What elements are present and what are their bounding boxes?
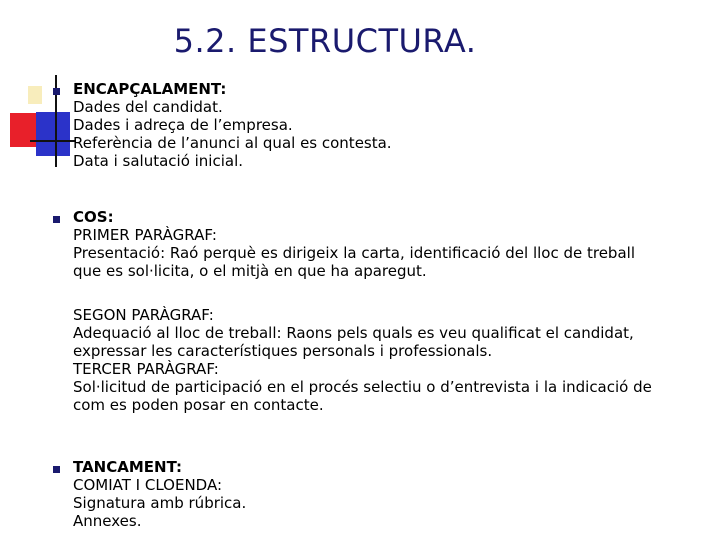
text-line: Signatura amb rúbrica. <box>73 494 247 512</box>
bullet-icon <box>53 466 60 473</box>
text-line: PRIMER PARÀGRAF: <box>73 226 217 244</box>
decoration-horizontal-line <box>30 140 76 142</box>
page-title: 5.2. ESTRUCTURA. <box>173 22 477 60</box>
section-heading: COS: <box>73 208 114 226</box>
text-line: Referència de l’anunci al qual es contesta. <box>73 134 392 152</box>
text-line: Adequació al lloc de treball: Raons pels quals es veu qualificat el candidat, <box>73 324 634 342</box>
text-line: Sol·licitud de participació en el procés selectiu o d’entrevista i la indicació de <box>73 378 652 396</box>
text-line: SEGON PARÀGRAF: <box>73 306 214 324</box>
decoration-yellow-square <box>28 86 42 104</box>
text-line: que es sol·licita, o el mitjà en que ha aparegut. <box>73 262 427 280</box>
decoration-blue-square <box>36 112 70 156</box>
text-line: com es poden posar en contacte. <box>73 396 324 414</box>
bullet-icon <box>53 88 60 95</box>
text-line: expressar les característiques personals i professionals. <box>73 342 493 360</box>
text-line: Presentació: Raó perquè es dirigeix la carta, identificació del lloc de treball <box>73 244 635 262</box>
text-line: Dades del candidat. <box>73 98 223 116</box>
text-line: Annexes. <box>73 512 142 530</box>
blank-line <box>73 280 652 298</box>
text-line: TERCER PARÀGRAF: <box>73 360 219 378</box>
text-line: Dades i adreça de l’empresa. <box>73 116 293 134</box>
section-heading: TANCAMENT: <box>73 458 182 476</box>
text-line: COMIAT I CLOENDA: <box>73 476 223 494</box>
bullet-icon <box>53 216 60 223</box>
section-heading: ENCAPÇALAMENT: <box>73 80 227 98</box>
text-line: Data i salutació inicial. <box>73 152 244 170</box>
